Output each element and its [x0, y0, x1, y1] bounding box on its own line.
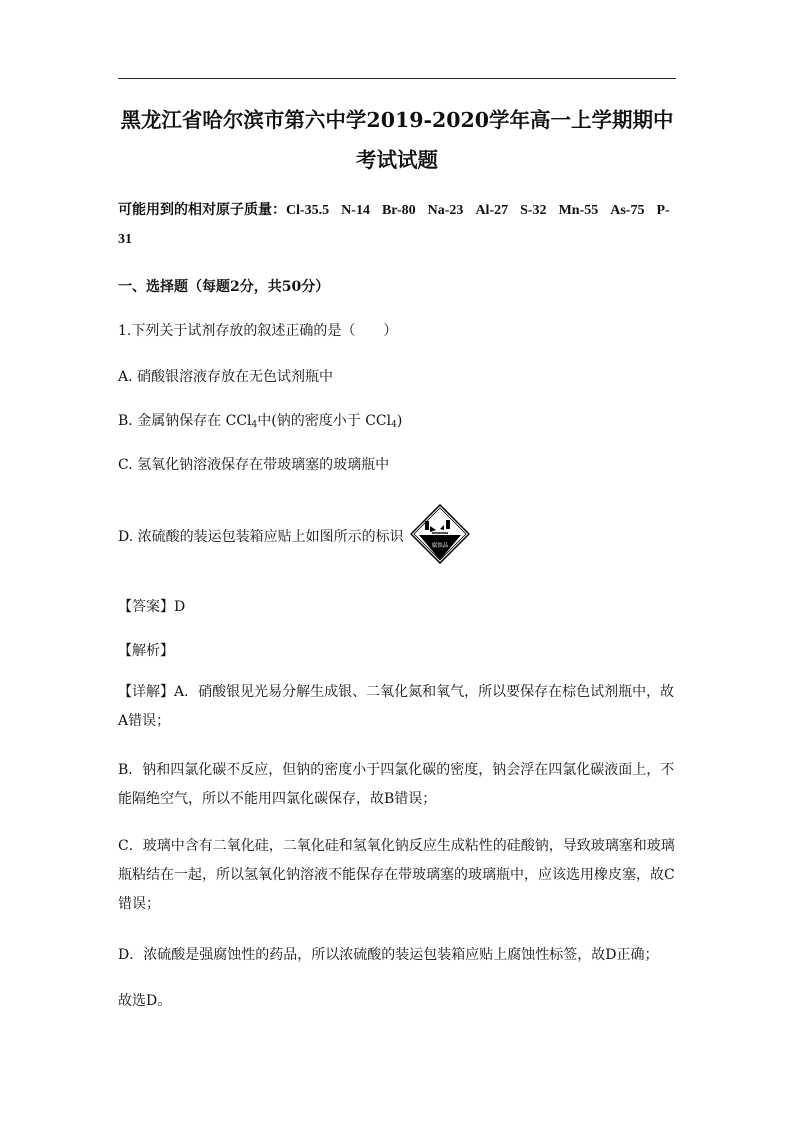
option-d — [118, 504, 678, 564]
mass-item: S-32 — [520, 203, 547, 218]
explanation-a: 【详解】A．硝酸银见光易分解生成银、二氧化氮和氧气，所以要保存在棕色试剂瓶中，故A错误； — [118, 684, 675, 729]
atomic-masses-label: 可能用到的相对原子质量： — [118, 203, 286, 218]
explanation-b: B．钠和四氯化碳不反应，但钠的密度小于四氯化碳的密度，钠会浮在四氯化碳液面上，不能隔绝空气，所以不能用四氯化碳保存，故B错误； — [118, 762, 675, 807]
explanation-conclusion: 故选D。 — [118, 993, 172, 1009]
page-title: 黑龙江省哈尔滨市第六中学2019-2020学年高一上学期期中考试试题 — [120, 108, 674, 172]
atomic-masses — [118, 196, 678, 254]
question-stem: 1.下列关于试剂存放的叙述正确的是（ ） — [118, 323, 398, 339]
mass-item: As-75 — [610, 203, 645, 218]
mass-item: N-14 — [341, 203, 370, 218]
mass-item: Na-23 — [427, 203, 464, 218]
mass-item: Al-27 — [475, 203, 509, 218]
option-a: A. 硝酸银溶液存放在无色试剂瓶中 — [118, 369, 334, 385]
option-d-text: D. 浓硫酸的装运包装箱应贴上如图所示的标识 — [118, 529, 404, 545]
label-icon-text: 腐蚀品 — [431, 543, 449, 549]
corrosive-label-icon — [410, 504, 470, 568]
answer: 【答案】D — [118, 599, 186, 615]
mass-item: Cl-35.5 — [286, 203, 330, 218]
option-b: B. 金属钠保存在 CCl$_4$中(钠的密度小于 CCl$_4$) — [118, 413, 403, 430]
section-heading: 一、选择题（每题2分，共50分） — [118, 279, 330, 295]
option-c: C. 氢氧化钠溶液保存在带玻璃塞的玻璃瓶中 — [118, 457, 390, 473]
explanation-d: D．浓硫酸是强腐蚀性的药品，所以浓硫酸的装运包装箱应贴上腐蚀性标签，故D正确； — [118, 947, 659, 963]
explanation-c: C．玻璃中含有二氧化硅，二氧化硅和氢氧化钠反应生成粘性的硅酸钠，导致玻璃塞和玻璃瓶粘结在一起，所以氢氧化钠溶液不能保存在带玻璃塞的玻璃瓶中，应该选用橡皮塞，故C错误； — [118, 838, 675, 912]
analysis-heading: 【解析】 — [118, 643, 174, 659]
mass-item: P-31 — [118, 203, 670, 247]
mass-item: Mn-55 — [558, 203, 599, 218]
header-rule — [118, 78, 676, 79]
mass-item: Br-80 — [381, 203, 416, 218]
